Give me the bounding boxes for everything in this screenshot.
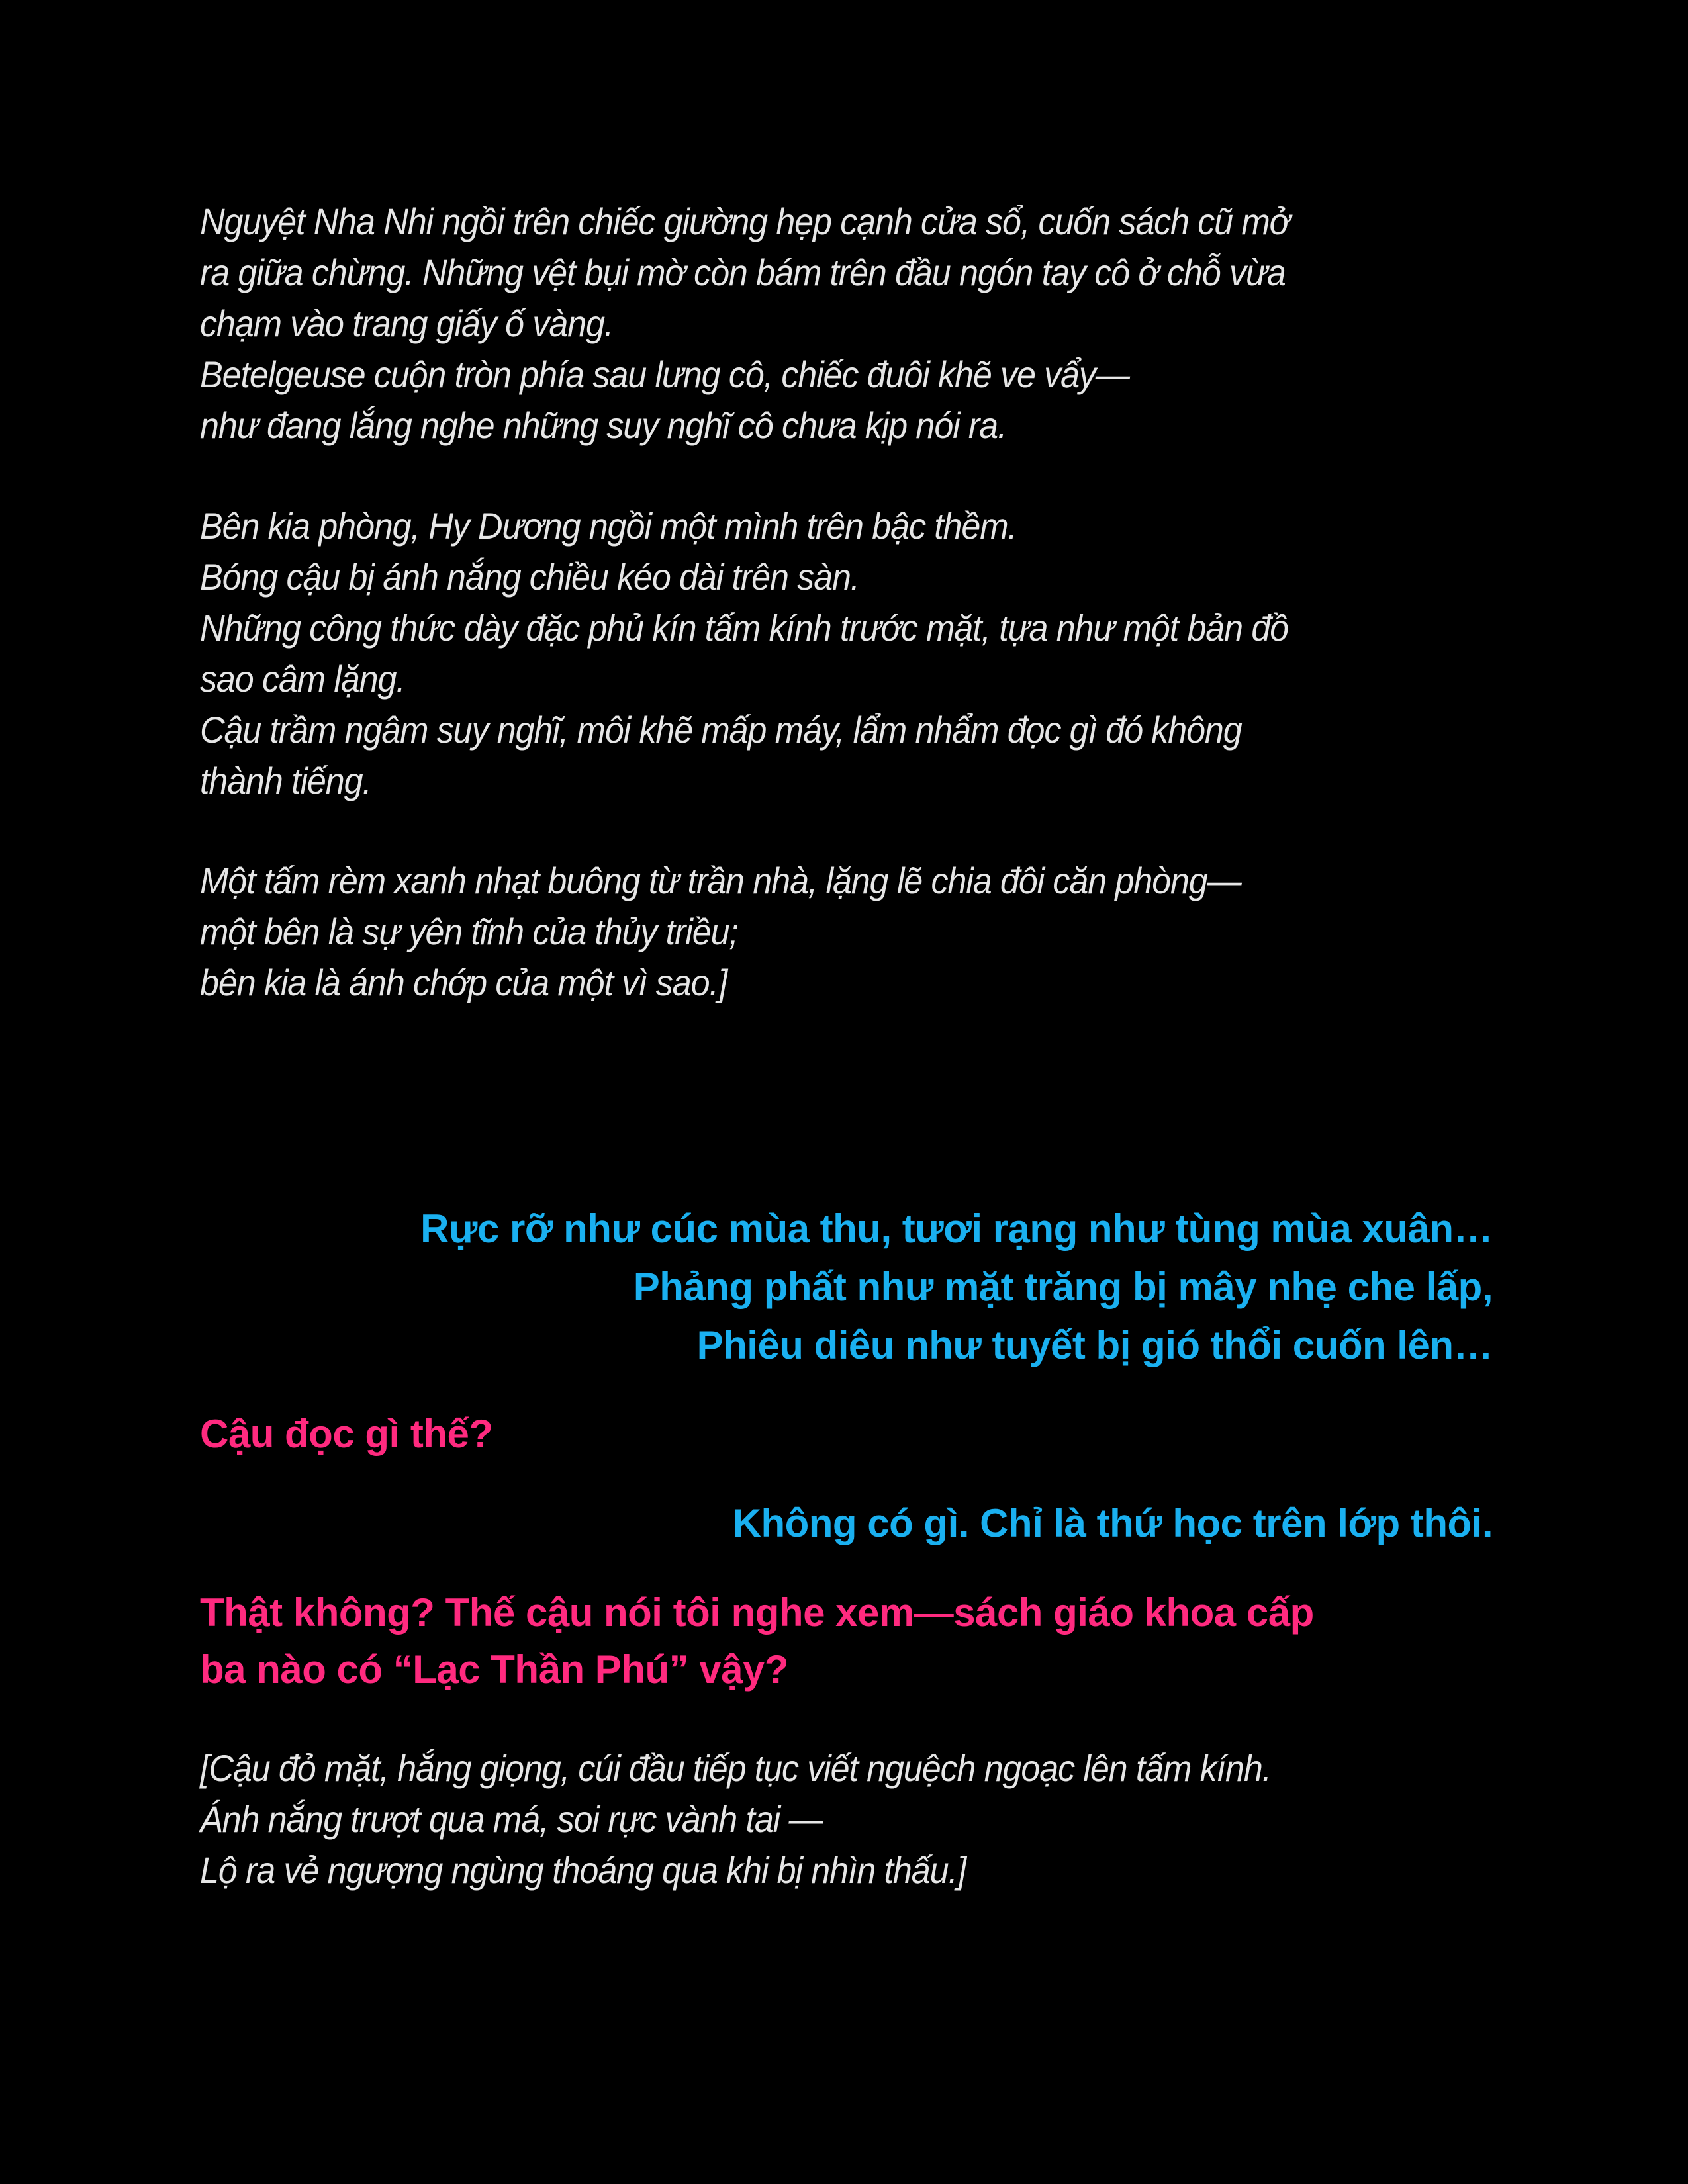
narration-line: Betelgeuse cuộn tròn phía sau lưng cô, chiếc đuôi khẽ ve vẩy— (200, 353, 1129, 395)
narration-line: như đang lắng nghe những suy nghĩ cô chưa kịp nói ra. (200, 404, 1007, 446)
narration-line: Bên kia phòng, Hy Dương ngồi một mình trên bậc thềm. (200, 505, 1017, 547)
narration-line: Ánh nắng trượt qua má, soi rực vành tai — (200, 1798, 823, 1840)
narration-block-curtain (200, 855, 1407, 1008)
narration-line: sao câm lặng. (200, 658, 405, 700)
dialogue-pink-question (200, 1406, 493, 1463)
narration-line: Lộ ra vẻ ngượng ngùng thoáng qua khi bị nhìn thấu.] (200, 1849, 966, 1891)
dialogue-line: Không có gì. Chỉ là thứ học trên lớp thôi. (732, 1501, 1493, 1545)
narration-line: Những công thức dày đặc phủ kín tấm kính trước mặt, tựa như một bản đồ (200, 607, 1289, 649)
poem-recitation (235, 1200, 1493, 1375)
narration-line: [Cậu đỏ mặt, hắng giọng, cúi đầu tiếp tục viết nguệch ngoạc lên tấm kính. (200, 1747, 1272, 1789)
narration-block-blush (200, 1743, 1407, 1895)
dialogue-line: Cậu đọc gì thế? (200, 1412, 493, 1456)
poem-line: Phiêu diêu như tuyết bị gió thổi cuốn lên… (696, 1323, 1493, 1367)
narration-line: chạm vào trang giấy ố vàng. (200, 302, 614, 344)
narration-line: Bóng cậu bị ánh nắng chiều kéo dài trên sàn. (200, 556, 860, 598)
dialogue-pink-challenge (200, 1584, 1314, 1698)
dialogue-blue-answer (733, 1495, 1493, 1552)
poem-line: Rực rỡ như cúc mùa thu, tươi rạng như tùng mùa xuân… (420, 1206, 1493, 1251)
narration-line: ra giữa chừng. Những vệt bụi mờ còn bám trên đầu ngón tay cô ở chỗ vừa (200, 251, 1286, 293)
dialogue-line: Thật không? Thế cậu nói tôi nghe xem—sách giáo khoa cấp (200, 1590, 1314, 1635)
narration-block-hy-duong (200, 500, 1407, 806)
narration-line: một bên là sự yên tĩnh của thủy triều; (200, 911, 738, 952)
narration-line: Nguyệt Nha Nhi ngồi trên chiếc giường hẹp cạnh cửa sổ, cuốn sách cũ mở (200, 201, 1290, 242)
dialogue-line: ba nào có “Lạc Thần Phú” vậy? (200, 1647, 789, 1692)
narration-line: thành tiếng. (200, 760, 371, 801)
narration-line: Cậu trầm ngâm suy nghĩ, môi khẽ mấp máy, lẩm nhẩm đọc gì đó không (200, 709, 1242, 751)
narration-line: bên kia là ánh chớp của một vì sao.] (200, 962, 727, 1003)
narration-block-intro (200, 196, 1407, 451)
narration-line: Một tấm rèm xanh nhạt buông từ trần nhà, lặng lẽ chia đôi căn phòng— (200, 860, 1241, 901)
poem-line: Phảng phất như mặt trăng bị mây nhẹ che lấp, (633, 1265, 1493, 1309)
